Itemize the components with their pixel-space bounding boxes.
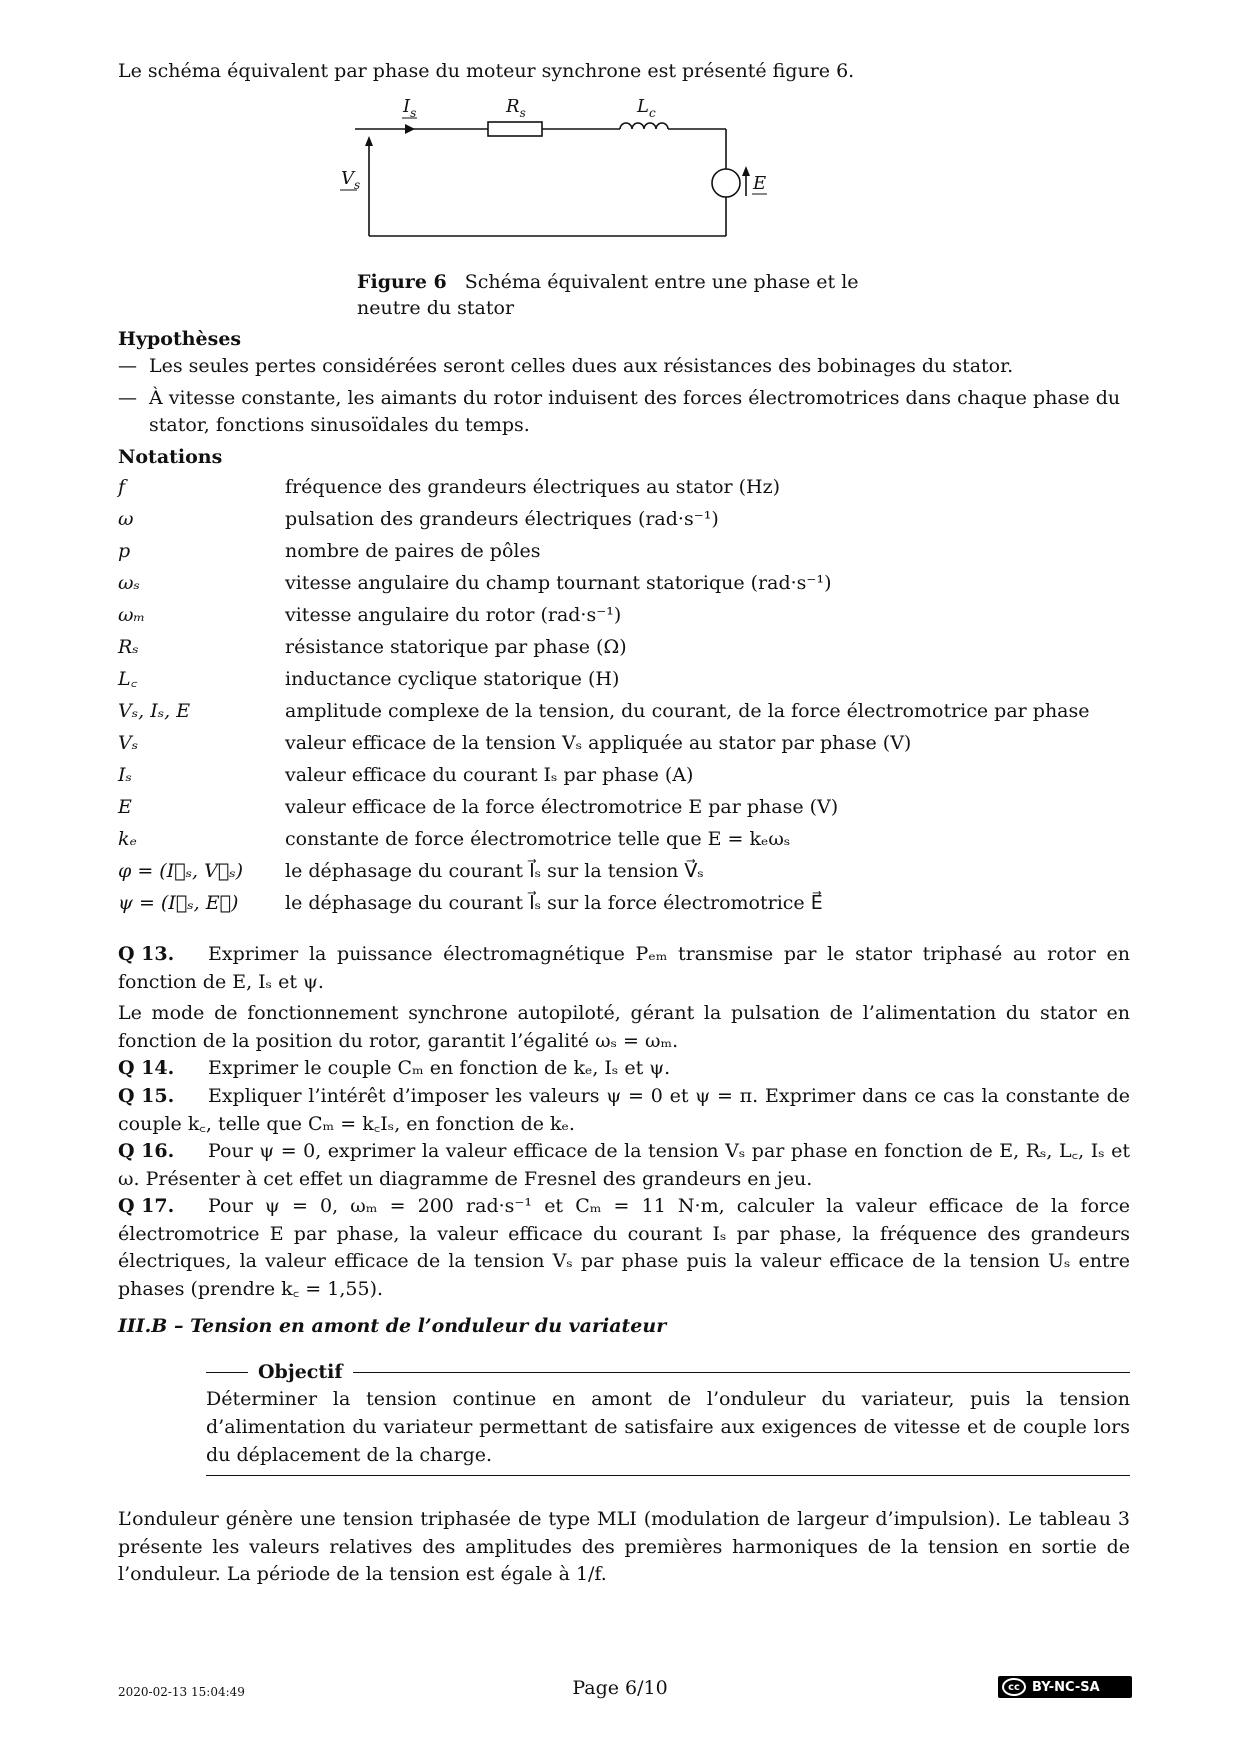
notations-heading: Notations [118,445,223,468]
question-14: Q 14. Exprimer le couple Cₘ en fonction de kₑ, Iₛ et ψ. [118,1057,671,1080]
notations-table [118,471,1130,919]
table-row: kₑ constante de force électromotrice telle que E = kₑωₛ [118,827,791,850]
table-row: Vₛ valeur efficace de la tension Vₛ appliquée au stator par phase (V) [118,731,912,754]
hypothesis-item: — Les seules pertes considérées seront celles dues aux résistances des bobinages du stator. [118,353,1130,381]
table-row: E valeur efficace de la force électromotrice E par phase (V) [118,795,839,818]
closing-paragraph: L’onduleur génère une tension triphasée de type MLI (modulation de largeur d’impulsion). Le tableau 3 présente les valeurs relatives des amplitudes des premières harmoniques de la tension en sortie de l’onduleur. La période de la tension est égale à 1/f. [118,1508,1130,1586]
cc-icon: cc [1002,1678,1026,1696]
table-row: ωₛ vitesse angulaire du champ tournant statorique (rad·s⁻¹) [118,571,832,594]
label-vs: $V_s$ [341,168,361,192]
objective-box [206,1359,1130,1476]
license-text: BY-NC-SA [1032,1679,1100,1695]
hypotheses-list [118,353,1130,440]
question-17: Q 17. Pour ψ = 0, ωₘ = 200 rad·s⁻¹ et Cₘ = 11 N·m, calculer la valeur efficace de la force électromotrice E par phase, la valeur efficace du courant Iₛ par phase, la fréquence des grandeurs électriques, la valeur efficace de la tension Vₛ par phase puis la valeur efficace de la tension Uₛ entre phases (prendre k꜀ = 1,55). [118,1195,1130,1300]
intro-paragraph: Le schéma équivalent par phase du moteur synchrone est présenté figure 6. [118,60,855,82]
label-lc: $L_c$ [637,96,656,120]
table-row: L꜀ inductance cyclique statorique (H) [118,667,620,690]
question-16: Q 16. Pour ψ = 0, exprimer la valeur efficace de la tension Vₛ par phase en fonction de E, Rₛ, L꜀, Iₛ et ω. Présenter à cet effet un diagramme de Fresnel des grandeurs en jeu. [118,1140,1130,1190]
question-13: Q 13. Exprimer la puissance électromagnétique Pₑₘ transmise par le stator triphasé au rotor en fonction de E, Iₛ et ψ. [118,943,1130,993]
table-row: Iₛ valeur efficace du courant Iₛ par phase (A) [118,763,694,786]
table-row: p nombre de paires de pôles [118,539,541,562]
table-row: ψ = (I⃗ₛ, E⃗) le déphasage du courant I⃗ₛ sur la force électromotrice E⃗ [118,891,823,914]
figure-caption-text: Schéma équivalent entre une phase et le neutre du stator [357,271,859,319]
question-15: Q 15. Expliquer l’intérêt d’imposer les valeurs ψ = 0 et ψ = π. Exprimer dans ce cas la constante de couple k꜀, telle que Cₘ = k꜀Iₛ, en fonction de kₑ. [118,1085,1130,1135]
label-e: E [753,173,767,194]
table-row: f fréquence des grandeurs électriques au stator (Hz) [118,475,781,498]
table-row: ωₘ vitesse angulaire du rotor (rad·s⁻¹) [118,603,622,626]
hypotheses-heading: Hypothèses [118,327,242,350]
section-title: III.B – Tension en amont de l’onduleur du variateur [118,1315,667,1338]
figure-caption-label: Figure 6 [357,271,447,293]
license-badge [998,1676,1132,1698]
page-content [118,58,1130,1589]
objective-title: Objectif [258,1360,343,1383]
table-row: ω pulsation des grandeurs électriques (rad·s⁻¹) [118,507,719,530]
label-is: $I_s$ [403,96,417,120]
table-row: φ = (I⃗ₛ, V⃗ₛ) le déphasage du courant I⃗ₛ sur la tension V⃗ₛ [118,859,704,882]
footer-date: 2020-02-13 15:04:49 [118,1685,245,1699]
table-row: Vₛ, Iₛ, E amplitude complexe de la tension, du courant, de la force électromotrice par phase [118,699,1090,722]
mode-paragraph: Le mode de fonctionnement synchrone autopiloté, gérant la pulsation de l’alimentation du stator en fonction de la position du rotor, garantit l’égalité ωₛ = ωₘ. [118,1002,1130,1052]
hypothesis-item: — À vitesse constante, les aimants du rotor induisent des forces électromotrices dans chaque phase du stator, fonctions sinusoïdales du temps. [118,385,1130,440]
table-row: Rₛ résistance statorique par phase (Ω) [118,635,627,658]
footer-page-number: Page 6/10 [572,1677,668,1699]
label-rs: $R_s$ [506,96,526,120]
objective-text: Déterminer la tension continue en amont de l’onduleur du variateur, puis la tension d’alimentation du variateur permettant de satisfaire aux exigences de vitesse et de couple lors du déplacement de la charge. [206,1386,1130,1476]
